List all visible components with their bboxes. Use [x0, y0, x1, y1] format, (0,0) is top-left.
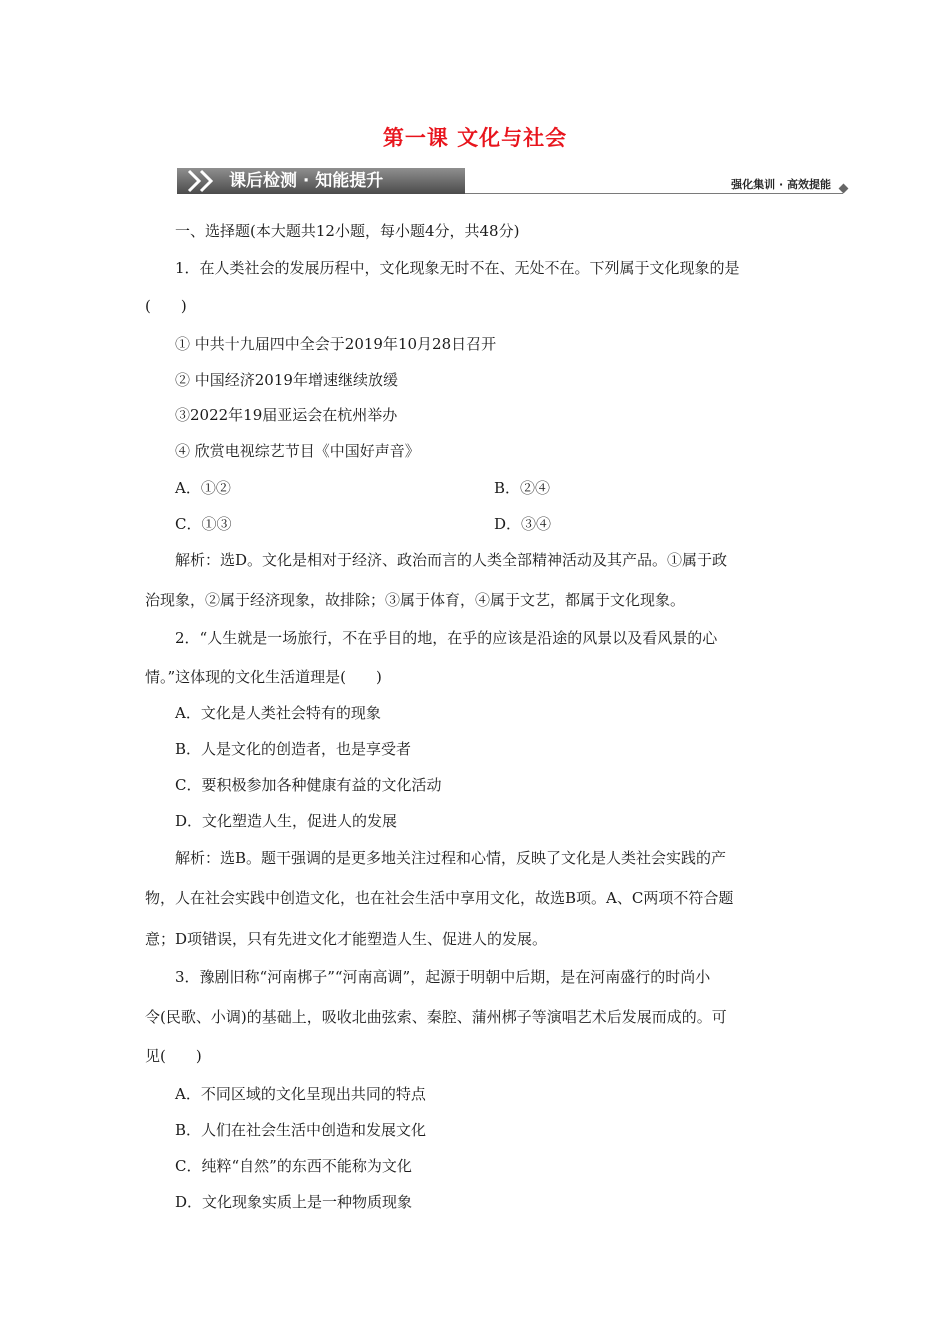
q2-option-d: D．文化塑造人生，促进人的发展 [175, 812, 398, 830]
q3-stem-line-3: 见( ) [145, 1047, 202, 1065]
q1-analysis-line-2: 治现象，②属于经济现象，故排除；③属于体育，④属于文艺，都属于文化现象。 [145, 591, 686, 609]
banner-tag: 强化集训 · 高效提能 [731, 178, 831, 191]
q1-option-c: C．①③ [175, 515, 232, 533]
banner-label: 课后检测 · 知能提升 [229, 171, 384, 191]
q1-item-1: ① 中共十九届四中全会于2019年10月28日召开 [175, 335, 497, 353]
q3-option-c: C．纯粹“自然”的东西不能称为文化 [175, 1157, 412, 1175]
q2-analysis-line-3: 意；D项错误，只有先进文化才能塑造人生、促进人的发展。 [145, 930, 548, 948]
diamond-icon [839, 184, 849, 194]
q1-item-4: ④ 欣赏电视综艺节目《中国好声音》 [175, 442, 420, 460]
q2-analysis-line-2: 物，人在社会实践中创造文化，也在社会生活中享用文化，故选B项。A、C两项不符合题 [145, 889, 734, 907]
q1-stem-line-2: ( ) [145, 297, 187, 315]
q3-option-b: B．人们在社会生活中创造和发展文化 [175, 1121, 427, 1139]
section-heading: 一、选择题(本大题共12小题，每小题4分，共48分) [175, 222, 520, 240]
q3-option-d: D．文化现象实质上是一种物质现象 [175, 1193, 413, 1211]
q1-option-d: D．③④ [494, 515, 552, 533]
q3-stem-line-1: 3．豫剧旧称“河南梆子”“河南高调”，起源于明朝中后期，是在河南盛行的时尚小 [175, 968, 711, 986]
q2-stem-line-2: 情。”这体现的文化生活道理是( ) [145, 668, 382, 686]
q1-option-a: A．①② [175, 479, 231, 497]
q1-option-b: B．②④ [494, 479, 551, 497]
q2-option-c: C．要积极参加各种健康有益的文化活动 [175, 776, 442, 794]
q2-stem-line-1: 2．“人生就是一场旅行，不在乎目的地，在乎的应该是沿途的风景以及看风景的心 [175, 629, 718, 647]
section-banner [177, 166, 849, 196]
banner-divider [465, 193, 843, 194]
q1-item-2: ② 中国经济2019年增速继续放缓 [175, 371, 398, 389]
q3-stem-line-2: 令(民歌、小调)的基础上，吸收北曲弦索、秦腔、蒲州梆子等演唱艺术后发展而成的。可 [145, 1008, 727, 1026]
q2-option-b: B．人是文化的创造者，也是享受者 [175, 740, 412, 758]
q1-analysis-line-1: 解析：选D。文化是相对于经济、政治而言的人类全部精神活动及其产品。①属于政 [175, 551, 728, 569]
q2-option-a: A．文化是人类社会特有的现象 [175, 704, 381, 722]
q1-item-3: ③2022年19届亚运会在杭州举办 [175, 406, 398, 424]
page-title: 第一课 文化与社会 [382, 126, 568, 150]
q3-option-a: A．不同区域的文化呈现出共同的特点 [175, 1085, 426, 1103]
q2-analysis-line-1: 解析：选B。题干强调的是更多地关注过程和心情，反映了文化是人类社会实践的产 [175, 849, 727, 867]
q1-stem-line-1: 1．在人类社会的发展历程中，文化现象无时不在、无处不在。下列属于文化现象的是 [175, 259, 740, 277]
double-chevron-icon [185, 169, 225, 193]
